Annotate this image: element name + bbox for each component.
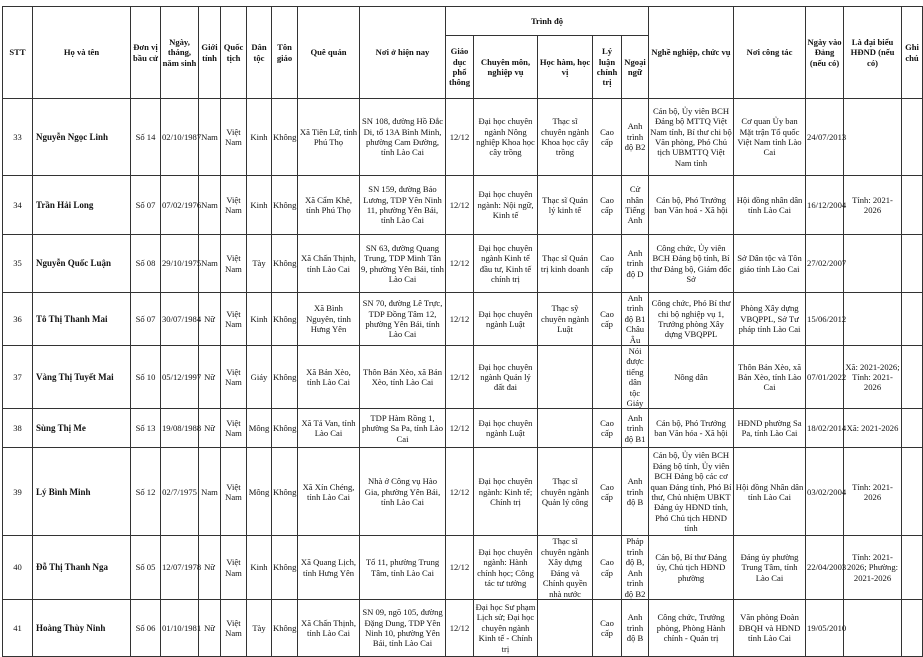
cell-dob: 05/12/1997 — [161, 346, 199, 409]
cell-professional: Đại học chuyên ngành Luật — [474, 293, 538, 346]
table-row — [3, 346, 923, 409]
cell-gender: Nữ — [199, 346, 221, 409]
cell-name: Vàng Thị Tuyết Mai — [33, 346, 131, 409]
cell-delegate: Tỉnh: 2021-2026 — [844, 176, 902, 235]
cell-dob: 07/02/1976 — [161, 176, 199, 235]
cell-academic — [538, 409, 593, 448]
candidate-table — [2, 6, 923, 657]
cell-gender: Nam — [199, 448, 221, 536]
cell-religion: Không — [272, 99, 298, 176]
header-delegate: Là đại biểu HĐND (nếu có) — [844, 7, 902, 99]
cell-religion: Không — [272, 599, 298, 656]
cell-nationality: Việt Nam — [221, 536, 247, 599]
cell-district: Số 13 — [131, 409, 161, 448]
cell-name: Hoàng Thùy Ninh — [33, 599, 131, 656]
cell-religion: Không — [272, 293, 298, 346]
header-academic: Học hàm, học vị — [538, 36, 593, 99]
cell-nationality: Việt Nam — [221, 293, 247, 346]
cell-stt: 40 — [3, 536, 33, 599]
cell-academic: Thạc sĩ chuyên ngành Quản lý công — [538, 448, 593, 536]
cell-general-edu: 12/12 — [446, 536, 474, 599]
table-row — [3, 409, 923, 448]
cell-academic — [538, 599, 593, 656]
cell-name: Nguyễn Ngọc Linh — [33, 99, 131, 176]
cell-hometown: Xã Bản Xèo, tỉnh Lào Cai — [298, 346, 360, 409]
cell-hometown: Xã Chấn Thịnh, tỉnh Lào Cai — [298, 235, 360, 293]
cell-note — [902, 346, 923, 409]
cell-language: Anh trình độ B1 Châu Âu — [622, 293, 649, 346]
cell-district: Số 10 — [131, 346, 161, 409]
cell-religion: Không — [272, 176, 298, 235]
cell-language: Nói được tiếng dân tộc Giáy — [622, 346, 649, 409]
cell-occupation: Cán bộ, Bí thư Đảng ủy, Chủ tịch HĐND phường — [649, 536, 734, 599]
cell-religion: Không — [272, 448, 298, 536]
cell-gender: Nữ — [199, 599, 221, 656]
cell-workplace: HĐND phường Sa Pa, tỉnh Lào Cai — [734, 409, 806, 448]
cell-ethnicity: Tày — [247, 235, 272, 293]
cell-academic — [538, 346, 593, 409]
cell-occupation: Nông dân — [649, 346, 734, 409]
table-body — [3, 99, 923, 657]
header-nationality: Quốc tịch — [221, 7, 247, 99]
cell-dob: 30/07/1984 — [161, 293, 199, 346]
table-row — [3, 176, 923, 235]
cell-residence: SN 09, ngõ 105, đường Đặng Dung, TDP Yên Ninh 10, phường Yên Bái, tỉnh Lào Cai — [360, 599, 446, 656]
table-row — [3, 448, 923, 536]
cell-note — [902, 235, 923, 293]
cell-professional: Đại học chuyên ngành Nông nghiệp Khoa học cây trồng — [474, 99, 538, 176]
cell-residence: TDP Hàm Rồng 1, phường Sa Pa, tỉnh Lào Cai — [360, 409, 446, 448]
cell-stt: 34 — [3, 176, 33, 235]
cell-academic: Thạc sĩ chuyên ngành Xây dựng Đảng và Chính quyền nhà nước — [538, 536, 593, 599]
cell-political: Cao cấp — [593, 448, 622, 536]
cell-workplace: Phòng Xây dựng VBQPPL, Sở Tư pháp tỉnh Lào Cai — [734, 293, 806, 346]
cell-residence: Nhà ở Công vụ Hào Gia, phường Yên Bái, tỉnh Lào Cai — [360, 448, 446, 536]
cell-hometown: Xã Xín Chéng, tỉnh Lào Cai — [298, 448, 360, 536]
table-row — [3, 293, 923, 346]
cell-general-edu: 12/12 — [446, 448, 474, 536]
cell-political: Cao cấp — [593, 293, 622, 346]
cell-dob: 02/7/1975 — [161, 448, 199, 536]
cell-academic: Thạc sĩ Quản lý kinh tế — [538, 176, 593, 235]
cell-ethnicity: Mông — [247, 409, 272, 448]
table-row — [3, 536, 923, 599]
header-stt: STT — [3, 7, 33, 99]
cell-workplace: Thôn Bản Xèo, xã Bản Xèo, tỉnh Lào Cai — [734, 346, 806, 409]
header-gender: Giới tính — [199, 7, 221, 99]
cell-district: Số 06 — [131, 599, 161, 656]
cell-ethnicity: Kinh — [247, 536, 272, 599]
cell-residence: SN 108, đường Hồ Đắc Di, tổ 13A Bình Minh, phường Cam Đường, tỉnh Lào Cai — [360, 99, 446, 176]
cell-delegate: Tỉnh: 2021-2026; Phường: 2021-2026 — [844, 536, 902, 599]
cell-party-date: 15/06/2012 — [806, 293, 844, 346]
cell-stt: 36 — [3, 293, 33, 346]
cell-name: Đỗ Thị Thanh Nga — [33, 536, 131, 599]
cell-professional: Đại học chuyên ngành: Kinh tế; Chính trị — [474, 448, 538, 536]
cell-district: Số 08 — [131, 235, 161, 293]
cell-professional: Đại học chuyên ngành Kinh tế đầu tư, Kinh tế chính trị — [474, 235, 538, 293]
cell-name: Lý Bình Minh — [33, 448, 131, 536]
cell-gender: Nam — [199, 235, 221, 293]
cell-hometown: Xã Chấn Thịnh, tỉnh Lào Cai — [298, 599, 360, 656]
cell-workplace: Cơ quan Ủy ban Mặt trận Tổ quốc Việt Nam tỉnh Lào Cai — [734, 99, 806, 176]
cell-residence: Tổ 11, phường Trung Tâm, tỉnh Lào Cai — [360, 536, 446, 599]
header-residence: Nơi ở hiện nay — [360, 7, 446, 99]
header-party-date: Ngày vào Đảng (nếu có) — [806, 7, 844, 99]
cell-stt: 39 — [3, 448, 33, 536]
cell-stt: 33 — [3, 99, 33, 176]
cell-occupation: Cán bộ, Ủy viên BCH Đảng bộ tỉnh, Ủy viên BCH Đảng bộ các cơ quan Đảng tỉnh, Phó Bí thư, Chủ nhiệm UBKT Đảng ủy HĐND tỉnh, Phó Chủ tịch HĐND tỉnh — [649, 448, 734, 536]
cell-language: Pháp trình độ B, Anh trình độ B2 — [622, 536, 649, 599]
cell-ethnicity: Kinh — [247, 293, 272, 346]
cell-religion: Không — [272, 235, 298, 293]
cell-residence: SN 159, đường Bảo Lương, TDP Yên Ninh 11, phường Yên Bái, tỉnh Lào Cai — [360, 176, 446, 235]
cell-note — [902, 448, 923, 536]
cell-general-edu: 12/12 — [446, 293, 474, 346]
header-occupation: Nghề nghiệp, chức vụ — [649, 7, 734, 99]
cell-academic: Thạc sỹ chuyên ngành Luật — [538, 293, 593, 346]
cell-gender: Nữ — [199, 536, 221, 599]
cell-party-date: 16/12/2004 — [806, 176, 844, 235]
cell-ethnicity: Mông — [247, 448, 272, 536]
cell-professional: Đại học chuyên ngành Luật — [474, 409, 538, 448]
cell-ethnicity: Kinh — [247, 176, 272, 235]
header-language: Ngoại ngữ — [622, 36, 649, 99]
cell-dob: 01/10/1981 — [161, 599, 199, 656]
header-political: Lý luận chính trị — [593, 36, 622, 99]
cell-nationality: Việt Nam — [221, 235, 247, 293]
cell-party-date: 07/01/2022 — [806, 346, 844, 409]
cell-dob: 29/10/1975 — [161, 235, 199, 293]
cell-dob: 19/08/1988 — [161, 409, 199, 448]
cell-political — [593, 346, 622, 409]
cell-party-date: 03/02/2004 — [806, 448, 844, 536]
cell-political: Cao cấp — [593, 99, 622, 176]
cell-stt: 37 — [3, 346, 33, 409]
header-general-edu: Giáo dục phổ thông — [446, 36, 474, 99]
header-professional: Chuyên môn, nghiệp vụ — [474, 36, 538, 99]
cell-name: Trần Hải Long — [33, 176, 131, 235]
cell-party-date: 22/04/2003 — [806, 536, 844, 599]
cell-dob: 02/10/1987 — [161, 99, 199, 176]
cell-religion: Không — [272, 409, 298, 448]
cell-delegate — [844, 293, 902, 346]
cell-occupation: Cán bộ, Phó Trưởng ban Văn hoá - Xã hội — [649, 176, 734, 235]
header-note: Ghi chú — [902, 7, 923, 99]
cell-general-edu: 12/12 — [446, 409, 474, 448]
cell-note — [902, 536, 923, 599]
cell-workplace: Văn phòng Đoàn ĐBQH và HĐND tỉnh Lào Cai — [734, 599, 806, 656]
cell-delegate — [844, 99, 902, 176]
cell-hometown: Xã Quang Lịch, tỉnh Hưng Yên — [298, 536, 360, 599]
cell-note — [902, 176, 923, 235]
cell-professional: Đại học chuyên ngành: Nội ngữ, Kinh tế — [474, 176, 538, 235]
cell-party-date: 27/02/2007 — [806, 235, 844, 293]
cell-hometown: Xã Tả Van, tỉnh Lào Cai — [298, 409, 360, 448]
cell-nationality: Việt Nam — [221, 599, 247, 656]
header-religion: Tôn giáo — [272, 7, 298, 99]
header-district: Đơn vị bầu cử — [131, 7, 161, 99]
cell-stt: 41 — [3, 599, 33, 656]
cell-language: Anh trình độ B — [622, 448, 649, 536]
cell-hometown: Xã Cẩm Khê, tỉnh Phú Thọ — [298, 176, 360, 235]
cell-language: Anh trình độ B — [622, 599, 649, 656]
table-row — [3, 599, 923, 656]
cell-political: Cao cấp — [593, 176, 622, 235]
cell-name: Sùng Thị Me — [33, 409, 131, 448]
cell-gender: Nam — [199, 176, 221, 235]
cell-nationality: Việt Nam — [221, 176, 247, 235]
cell-occupation: Cán bộ, Phó Trưởng ban Văn hóa - Xã hội — [649, 409, 734, 448]
cell-professional: Đại học chuyên ngành: Hành chính học; Công tác tư tưởng — [474, 536, 538, 599]
cell-nationality: Việt Nam — [221, 346, 247, 409]
cell-gender: Nữ — [199, 293, 221, 346]
cell-ethnicity: Giáy — [247, 346, 272, 409]
table-row — [3, 235, 923, 293]
header-education: Trình độ — [446, 7, 649, 36]
cell-academic: Thạc sĩ chuyên ngành Khoa học cây trồng — [538, 99, 593, 176]
header-hometown: Quê quán — [298, 7, 360, 99]
cell-professional: Đại học chuyên ngành Quản lý đất đai — [474, 346, 538, 409]
cell-language: Cử nhân Tiếng Anh — [622, 176, 649, 235]
cell-district: Số 05 — [131, 536, 161, 599]
table-row — [3, 99, 923, 176]
cell-delegate: Xã: 2021-2026; Tỉnh: 2021-2026 — [844, 346, 902, 409]
cell-name: Nguyễn Quốc Luận — [33, 235, 131, 293]
cell-ethnicity: Tày — [247, 599, 272, 656]
cell-language: Anh trình độ B1 — [622, 409, 649, 448]
cell-nationality: Việt Nam — [221, 448, 247, 536]
cell-general-edu: 12/12 — [446, 99, 474, 176]
cell-occupation: Công chức, Trưởng phòng, Phòng Hành chính - Quản trị — [649, 599, 734, 656]
cell-residence: Thôn Bản Xèo, xã Bản Xèo, tỉnh Lào Cai — [360, 346, 446, 409]
cell-nationality: Việt Nam — [221, 409, 247, 448]
cell-note — [902, 409, 923, 448]
cell-dob: 12/07/1978 — [161, 536, 199, 599]
cell-workplace: Sở Dân tộc và Tôn giáo tỉnh Lào Cai — [734, 235, 806, 293]
header-name: Họ và tên — [33, 7, 131, 99]
cell-academic: Thạc sĩ Quản trị kinh doanh — [538, 235, 593, 293]
cell-language: Anh trình độ D — [622, 235, 649, 293]
cell-religion: Không — [272, 536, 298, 599]
cell-nationality: Việt Nam — [221, 99, 247, 176]
cell-district: Số 07 — [131, 176, 161, 235]
cell-note — [902, 99, 923, 176]
header-workplace: Nơi công tác — [734, 7, 806, 99]
cell-residence: SN 70, đường Lê Trực, TDP Đồng Tâm 12, phường Yên Bái, tỉnh Lào Cai — [360, 293, 446, 346]
cell-gender: Nữ — [199, 409, 221, 448]
cell-stt: 38 — [3, 409, 33, 448]
cell-delegate: Tỉnh: 2021-2026 — [844, 448, 902, 536]
cell-gender: Nam — [199, 99, 221, 176]
cell-hometown: Xã Bình Nguyên, tỉnh Hưng Yên — [298, 293, 360, 346]
cell-note — [902, 293, 923, 346]
cell-political: Cao cấp — [593, 599, 622, 656]
cell-political: Cao cấp — [593, 409, 622, 448]
cell-occupation: Cán bộ, Ủy viên BCH Đảng bộ MTTQ Việt Nam tỉnh, Bí thư chi bộ Văn phòng, Phó Chủ tịch UBMTTQ Việt Nam tỉnh — [649, 99, 734, 176]
cell-hometown: Xã Tiên Lữ, tỉnh Phú Thọ — [298, 99, 360, 176]
cell-district: Số 07 — [131, 293, 161, 346]
cell-professional: Đại học Sư phạm Lịch sử; Đại học chuyên ngành Kinh tế - Chính trị — [474, 599, 538, 656]
cell-delegate: Xã: 2021-2026 — [844, 409, 902, 448]
cell-party-date: 24/07/2013 — [806, 99, 844, 176]
cell-general-edu: 12/12 — [446, 346, 474, 409]
cell-general-edu: 12/12 — [446, 599, 474, 656]
header-ethnicity: Dân tộc — [247, 7, 272, 99]
cell-note — [902, 599, 923, 656]
cell-workplace: Hội đồng Nhân dân tỉnh Lào Cai — [734, 448, 806, 536]
cell-workplace: Hội đồng nhân dân tỉnh Lào Cai — [734, 176, 806, 235]
cell-religion: Không — [272, 346, 298, 409]
cell-party-date: 18/02/2014 — [806, 409, 844, 448]
cell-general-edu: 12/12 — [446, 176, 474, 235]
cell-general-edu: 12/12 — [446, 235, 474, 293]
cell-ethnicity: Kinh — [247, 99, 272, 176]
cell-district: Số 12 — [131, 448, 161, 536]
header-dob: Ngày, tháng, năm sinh — [161, 7, 199, 99]
cell-residence: SN 63, đường Quang Trung, TDP Minh Tân 9, phường Yên Bái, tỉnh Lào Cai — [360, 235, 446, 293]
cell-occupation: Công chức, Phó Bí thư chi bộ nghiệp vụ 1, Trưởng phòng Xây dựng VBQPPL — [649, 293, 734, 346]
cell-district: Số 14 — [131, 99, 161, 176]
cell-language: Anh trình độ B2 — [622, 99, 649, 176]
cell-name: Tô Thị Thanh Mai — [33, 293, 131, 346]
cell-political: Cao cấp — [593, 235, 622, 293]
cell-delegate — [844, 235, 902, 293]
cell-workplace: Đảng ủy phường Trung Tâm, tỉnh Lào Cai — [734, 536, 806, 599]
cell-political: Cao cấp — [593, 536, 622, 599]
cell-stt: 35 — [3, 235, 33, 293]
cell-party-date: 19/05/2010 — [806, 599, 844, 656]
cell-delegate — [844, 599, 902, 656]
cell-occupation: Công chức, Ủy viên BCH Đảng bộ tỉnh, Bí thư Đảng bộ, Giám đốc Sở — [649, 235, 734, 293]
